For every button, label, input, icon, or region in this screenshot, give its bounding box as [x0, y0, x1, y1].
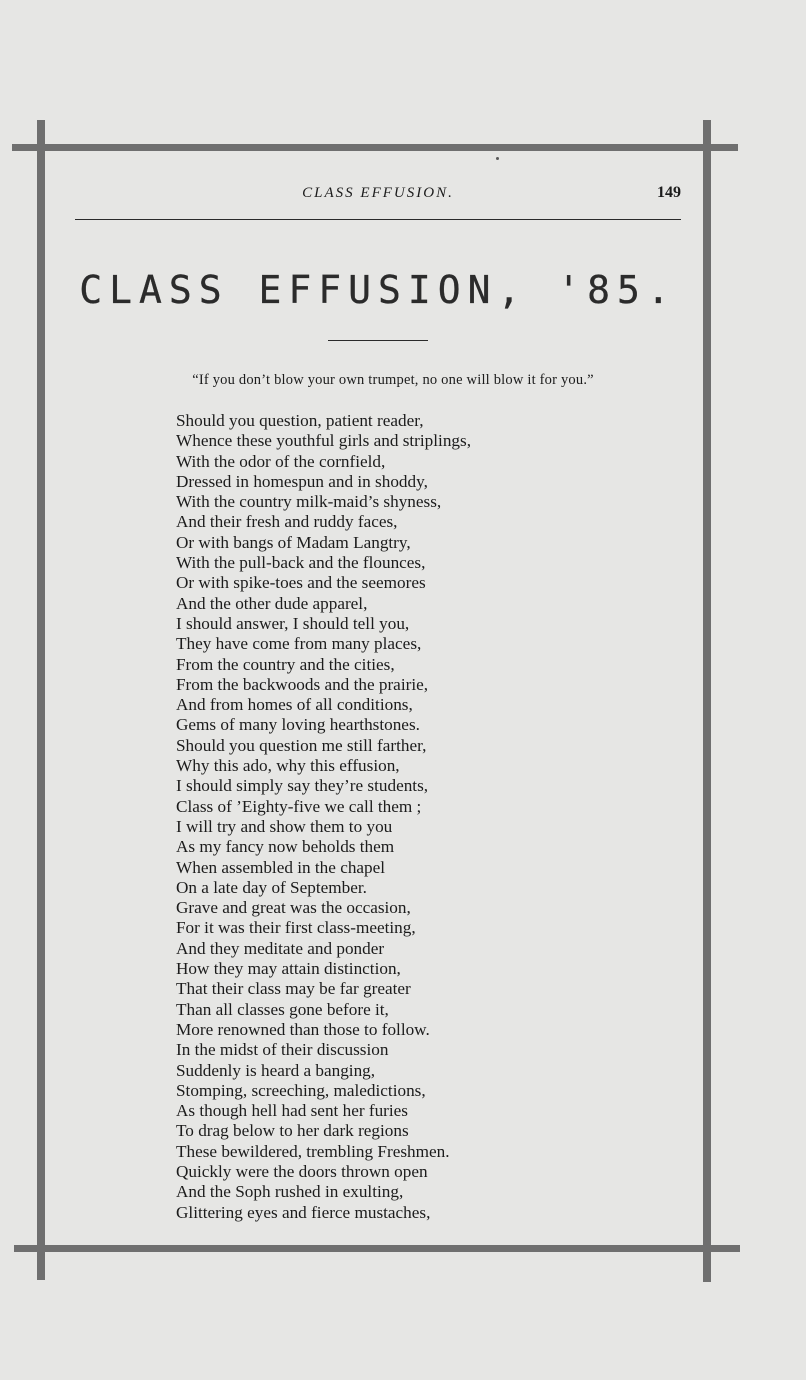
- poem-line: As my fancy now beholds them: [176, 837, 395, 857]
- poem-line: Stomping, screeching, maledictions,: [176, 1080, 426, 1100]
- poem-title: CLASS EFFUSION, '85.: [79, 268, 677, 312]
- border-rule-top: [12, 144, 738, 151]
- poem-line: Quickly were the doors thrown open: [176, 1161, 428, 1181]
- poem-line: On a late day of September.: [176, 877, 367, 897]
- running-title: CLASS EFFUSION.: [302, 185, 454, 201]
- poem-line: I will try and show them to you: [176, 816, 393, 836]
- poem-line: And the Soph rushed in exulting,: [176, 1182, 404, 1202]
- poem-line: Gems of many loving hearthstones.: [176, 715, 420, 735]
- poem-line: In the midst of their discussion: [176, 1040, 389, 1060]
- page-number: 149: [657, 184, 681, 201]
- header-rule: [75, 219, 681, 220]
- poem-line: From the backwoods and the prairie,: [176, 674, 429, 694]
- poem-line: They have come from many places,: [176, 634, 422, 654]
- poem-line: I should simply say they’re students,: [176, 776, 429, 796]
- poem-line: More renowned than those to follow.: [176, 1019, 430, 1039]
- poem-line: Glittering eyes and fierce mustaches,: [176, 1202, 431, 1222]
- poem-line: That their class may be far greater: [176, 979, 411, 999]
- poem-line: Or with spike-toes and the seemores: [176, 573, 426, 593]
- poem-line: To drag below to her dark regions: [176, 1121, 409, 1141]
- poem-line: How they may attain distinction,: [176, 959, 401, 979]
- poem-line: And the other dude apparel,: [176, 593, 368, 613]
- poem-line: With the odor of the cornfield,: [176, 451, 386, 471]
- border-rule-right: [703, 120, 711, 1282]
- poem-line: I should answer, I should tell you,: [176, 613, 410, 633]
- title-rule: [328, 340, 428, 341]
- poem-line: With the pull-back and the flounces,: [176, 553, 426, 573]
- running-head: [75, 185, 681, 211]
- poem-line: And their fresh and ruddy faces,: [176, 512, 398, 532]
- poem-line: Class of ’Eighty-five we call them ;: [176, 796, 422, 816]
- poem-line: Whence these youthful girls and striplings,: [176, 431, 471, 451]
- poem-line: For it was their first class-meeting,: [176, 918, 416, 938]
- poem-body: [176, 411, 696, 1223]
- poem-line: Suddenly is heard a banging,: [176, 1060, 376, 1080]
- poem-line: With the country milk-maid’s shyness,: [176, 492, 442, 512]
- poem-line: These bewildered, trembling Freshmen.: [176, 1141, 450, 1161]
- poem-line: Or with bangs of Madam Langtry,: [176, 532, 411, 552]
- ink-speck: [496, 157, 499, 160]
- poem-line: Dressed in homespun and in shoddy,: [176, 471, 428, 491]
- poem-line: When assembled in the chapel: [176, 857, 386, 877]
- poem-line: As though hell had sent her furies: [176, 1101, 408, 1121]
- poem-line: Than all classes gone before it,: [176, 999, 389, 1019]
- poem-line: Why this ado, why this effusion,: [176, 756, 400, 776]
- poem-line: Should you question me still farther,: [176, 735, 427, 755]
- poem-line: And they meditate and ponder: [176, 938, 385, 958]
- border-rule-bottom: [14, 1245, 740, 1252]
- poem-line: Grave and great was the occasion,: [176, 898, 411, 918]
- epigraph: “If you don’t blow your own trumpet, no one will blow it for you.”: [192, 372, 594, 388]
- poem-line: And from homes of all conditions,: [176, 695, 413, 715]
- border-rule-left: [37, 120, 45, 1280]
- poem-line: From the country and the cities,: [176, 654, 395, 674]
- poem-line: Should you question, patient reader,: [176, 411, 424, 430]
